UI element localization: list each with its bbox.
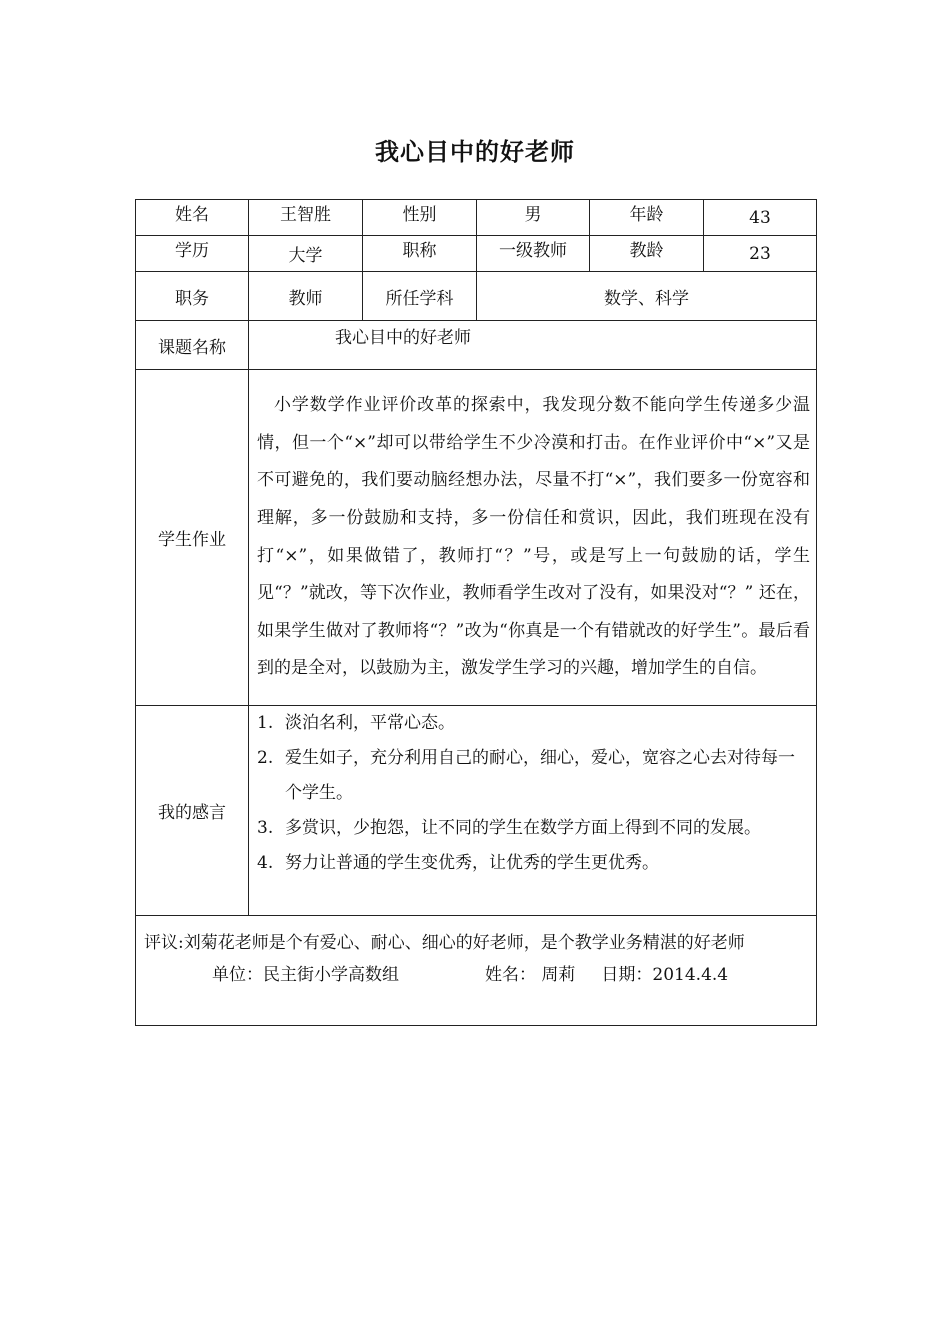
document-title: 我心目中的好老师 (375, 138, 575, 166)
list-item-number: 3. (257, 818, 274, 838)
review-date: 日期：2014.4.4 (601, 965, 729, 985)
list-item-text: 爱生如子，充分利用自己的耐心，细心，爱心，宽容之心去对待每一个学生。 (285, 748, 795, 803)
row-education-rank (136, 236, 817, 272)
list-item-number: 1. (257, 713, 274, 733)
name-value: 王智胜 (249, 200, 363, 236)
list-item (257, 846, 808, 881)
rank-label: 职称 (363, 236, 477, 272)
age-label: 年龄 (590, 200, 704, 236)
teaching-years-label: 教龄 (590, 236, 704, 272)
topic-label: 课题名称 (136, 321, 249, 370)
homework-label: 学生作业 (136, 370, 249, 706)
review-text: 评议:刘菊花老师是个有爱心、耐心、细心的好老师，是个教学业务精湛的好老师 (144, 933, 745, 953)
position-label: 职务 (136, 272, 249, 321)
subject-value: 数学、科学 (477, 272, 817, 321)
review-cell (136, 916, 817, 1026)
gender-label: 性别 (363, 200, 477, 236)
row-review (136, 916, 817, 1026)
name-label: 姓名 (136, 200, 249, 236)
row-homework (136, 370, 817, 706)
review-signer: 姓名： 周莉 (485, 965, 576, 985)
teaching-years-value: 23 (704, 236, 817, 272)
list-item (257, 811, 808, 846)
row-reflections (136, 706, 817, 916)
age-value: 43 (704, 200, 817, 236)
review-unit: 单位：民主街小学高数组 (212, 965, 399, 985)
list-item-text: 淡泊名利，平常心态。 (285, 713, 455, 733)
list-item-number: 2. (257, 748, 274, 768)
row-position-subject (136, 272, 817, 321)
list-item (257, 706, 808, 741)
gender-value: 男 (477, 200, 590, 236)
list-item-text: 多赏识，少抱怨，让不同的学生在数学方面上得到不同的发展。 (285, 818, 761, 838)
education-value: 大学 (249, 236, 363, 272)
signature-line (144, 962, 810, 988)
teacher-info-table (135, 199, 817, 1026)
topic-value: 我心目中的好老师 (249, 321, 817, 370)
list-item-text: 努力让普通的学生变优秀，让优秀的学生更优秀。 (285, 853, 659, 873)
education-label: 学历 (136, 236, 249, 272)
subject-label: 所任学科 (363, 272, 477, 321)
position-value: 教师 (249, 272, 363, 321)
list-item (257, 741, 808, 811)
row-name-gender-age (136, 200, 817, 236)
homework-text: 小学数学作业评价改革的探索中，我发现分数不能向学生传递多少温情，但一个“×”却可以带给学生不少冷漠和打击。在作业评价中“×”又是不可避免的，我们要动脑经想办法，尽量不打“×”，我们要多一份宽容和理解，多一份鼓励和支持，多一份信任和赏识，因此，我们班现在没有打“×”，如果做错了，教师打“？”号，或是写上一句鼓励的话，学生见“？”就改，等下次作业，教师看学生改对了没有，如果没对“？” 还在，如果学生做对了教师将“？”改为“你真是一个有错就改的好学生”。最后看到的是全对，以鼓励为主，激发学生学习的兴趣，增加学生的自信。 (249, 370, 817, 706)
row-topic (136, 321, 817, 370)
rank-value: 一级教师 (477, 236, 590, 272)
reflections-list (249, 706, 817, 916)
reflections-label: 我的感言 (136, 706, 249, 916)
list-item-number: 4. (257, 853, 274, 873)
